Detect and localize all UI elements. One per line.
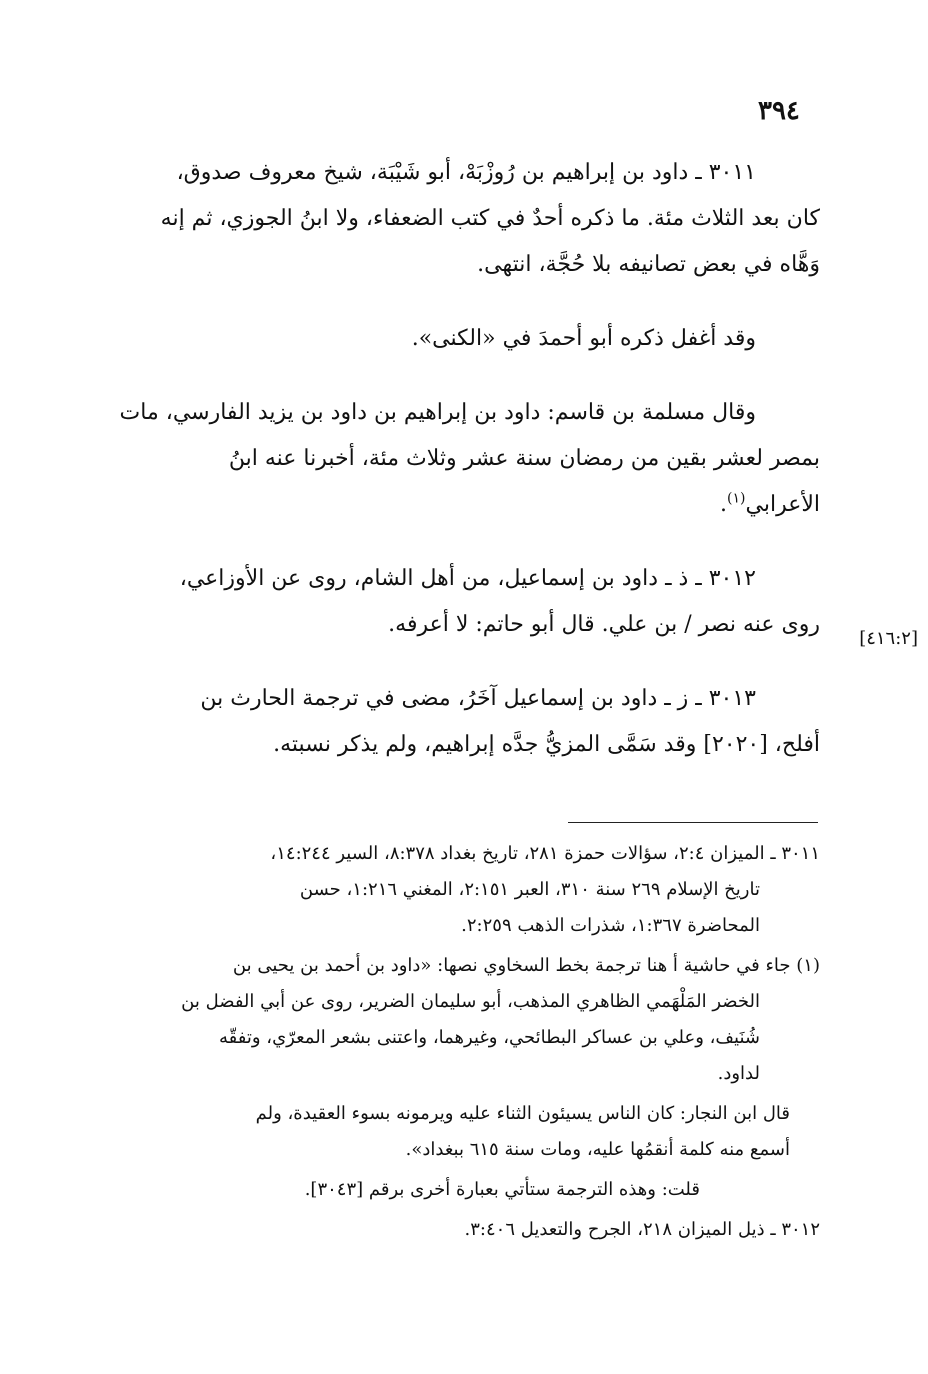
margin-volume-reference: [٤١٦:٢]: [859, 628, 918, 649]
footnotes: [84, 836, 820, 1252]
footnote-line: ٣٠١١ ـ الميزان ٢:٤، سؤالات حمزة ٢٨١، تاريخ بغداد ٨:٣٧٨، السير ١٤:٢٤٤،: [270, 843, 820, 864]
entry-maslama-quote: [84, 390, 820, 528]
footnote-line: الخضر المَلْهَمي الظاهري المذهب، أبو سليمان الضرير، روى عن أبي الفضل بن: [181, 991, 760, 1012]
page-number: ٣٩٤: [758, 96, 800, 126]
text-line: ٣٠١١ ـ داود بن إبراهيم بن رُوزْبَهْ، أبو شَيْبَة، شيخ معروف صدوق،: [176, 160, 756, 185]
text-line: بمصر لعشر بقين من رمضان سنة عشر وثلاث مئة، أخبرنا عنه ابنُ: [228, 446, 820, 471]
text-fragment: .: [720, 492, 728, 517]
footnote-marker: (١): [727, 490, 746, 507]
text-line: أفلح، [٢٠٢٠] وقد سَمَّى المزيُّ جدَّه إبراهيم، ولم يذكر نسبته.: [273, 732, 820, 757]
footnote-3012-sources: [84, 1212, 820, 1248]
text-line: وقد أغفل ذكره أبو أحمدَ في «الكنى».: [411, 326, 756, 351]
text-line: وَهَّاه في بعض تصانيفه بلا حُجَّة، انتهى.: [477, 252, 820, 277]
footnote-line: أسمع منه كلمة أنقمُها عليه، ومات سنة ٦١٥ ببغداد».: [405, 1139, 790, 1160]
main-text: [84, 150, 820, 768]
footnote-line: قال ابن النجار: كان الناس يسيئون الثناء عليه ويرمونه بسوء العقيدة، ولم: [255, 1103, 790, 1124]
footnote-line: قلت: وهذه الترجمة ستأتي بعبارة أخرى برقم [٣٠٤٣].: [304, 1179, 700, 1200]
footnote-1: [84, 948, 820, 1092]
entry-3012: [84, 556, 820, 648]
entry-3013: [84, 676, 820, 768]
footnote-line: (١) جاء في حاشية أ هنا ترجمة بخط السخاوي نصها: «داود بن أحمد بن يحيى بن: [232, 955, 820, 976]
footnote-line: المحاضرة ١:٣٦٧، شذرات الذهب ٢:٢٥٩.: [461, 915, 760, 936]
text-fragment: الأعرابي: [745, 492, 820, 517]
text-line: روى عنه نصر / بن علي. قال أبو حاتم: لا أعرفه.: [388, 612, 820, 637]
entry-3011: [84, 150, 820, 288]
text-line: ٣٠١٣ ـ ز ـ داود بن إسماعيل آخَرُ، مضى في ترجمة الحارث بن: [200, 686, 756, 711]
text-line: وقال مسلمة بن قاسم: داود بن إبراهيم بن داود بن يزيد الفارسي، مات: [119, 400, 756, 425]
footnote-line: لداود.: [717, 1063, 760, 1084]
footnote-line: شُنَيف، وعلي بن عساكر البطائحي، وغيرهما، واعتنى بشعر المعرّي، وتفقّه: [219, 1027, 760, 1048]
footnote-line: تاريخ الإسلام ٢٦٩ سنة ٣١٠، العبر ٢:١٥١، المغني ١:٢١٦، حسن: [299, 879, 760, 900]
footnote-1-continuation: [84, 1096, 820, 1168]
footnote-3011-sources: [84, 836, 820, 944]
text-line: كان بعد الثلاث مئة. ما ذكره أحدٌ في كتب الضعفاء، ولا ابنُ الجوزي، ثم إنه: [160, 206, 820, 231]
footnote-line: ٣٠١٢ ـ ذيل الميزان ٢١٨، الجرح والتعديل ٣:٤٠٦.: [464, 1219, 820, 1240]
text-line: ٣٠١٢ ـ ذ ـ داود بن إسماعيل، من أهل الشام، روى عن الأوزاعي،: [179, 566, 756, 591]
footnote-1-remark: [84, 1172, 820, 1208]
text-line-with-footnote: [84, 482, 820, 528]
footnote-divider: [568, 822, 818, 823]
entry-kuna-note: [84, 316, 820, 362]
